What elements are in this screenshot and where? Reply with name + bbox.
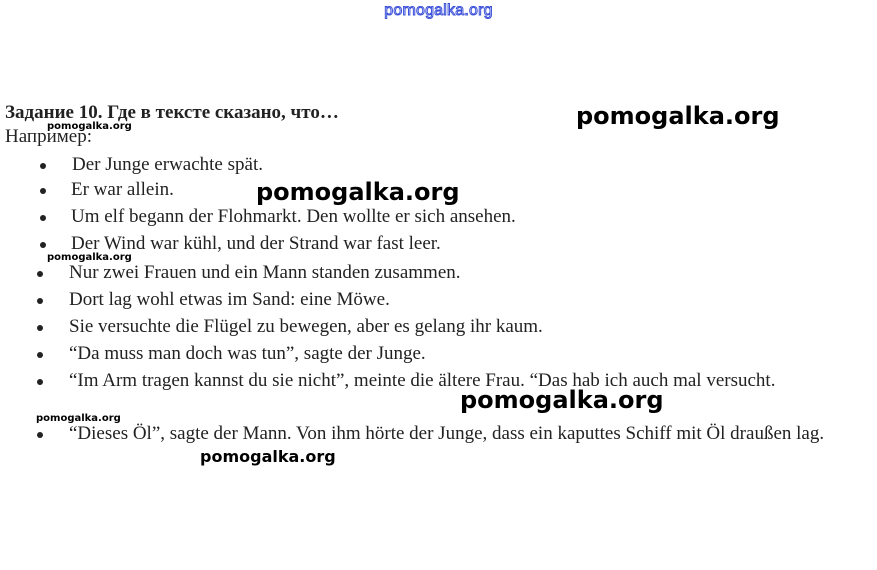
bullet-icon bbox=[37, 298, 43, 304]
list-item-text: “Da muss man doch was tun”, sagte der Junge. bbox=[69, 343, 426, 364]
list-item bbox=[0, 422, 860, 470]
list-item bbox=[0, 205, 860, 229]
list-item-text: Der Junge erwachte spät. bbox=[72, 154, 263, 175]
watermark-text: pomogalka.org bbox=[36, 413, 121, 424]
bullet-icon bbox=[40, 163, 46, 169]
task-title: Задание 10. Где в тексте сказано, что… bbox=[5, 102, 339, 123]
bullet-icon bbox=[37, 325, 43, 331]
watermark-text: pomogalka.org bbox=[576, 102, 780, 130]
list-item bbox=[0, 261, 860, 285]
list-item-text: “Im Arm tragen kannst du sie nicht”, meinte die ältere Frau. “Das hab ich auch mal versucht. bbox=[69, 370, 776, 391]
example-label: Например: bbox=[5, 126, 92, 147]
list-item-text: Er war allein. bbox=[71, 179, 174, 200]
watermark-text: pomogalka.org bbox=[200, 447, 336, 466]
watermark-text: pomogalka.org bbox=[256, 178, 460, 206]
list-item bbox=[0, 315, 860, 339]
watermark-text: pomogalka.org bbox=[47, 252, 132, 263]
list-item-text: Nur zwei Frauen und ein Mann standen zusammen. bbox=[69, 262, 461, 283]
list-item-text: Dort lag wohl etwas im Sand: eine Möwe. bbox=[69, 289, 390, 310]
list-item-text: Der Wind war kühl, und der Strand war fast leer. bbox=[71, 233, 441, 254]
bullet-icon bbox=[40, 242, 46, 248]
list-item-text: Sie versuchte die Flügel zu bewegen, aber es gelang ihr kaum. bbox=[69, 316, 543, 337]
header-watermark: pomogalka.org bbox=[384, 2, 493, 19]
list-item bbox=[0, 153, 860, 177]
bullet-icon bbox=[37, 379, 43, 385]
watermark-text: pomogalka.org bbox=[47, 121, 132, 132]
list-item-text: “Dieses Öl”, sagte der Mann. Von ihm hörte der Junge, dass ein kaputtes Schiff mit Öl draußen lag. bbox=[69, 423, 825, 444]
bullet-icon bbox=[40, 215, 46, 221]
list-item bbox=[0, 342, 860, 366]
bullet-icon bbox=[40, 188, 46, 194]
list-item bbox=[0, 288, 860, 312]
list-item-text: Um elf begann der Flohmarkt. Den wollte er sich ansehen. bbox=[71, 206, 516, 227]
list-item bbox=[0, 369, 860, 417]
bullet-icon bbox=[37, 271, 43, 277]
watermark-text: pomogalka.org bbox=[460, 386, 664, 414]
bullet-icon bbox=[37, 432, 43, 438]
bullet-icon bbox=[37, 352, 43, 358]
